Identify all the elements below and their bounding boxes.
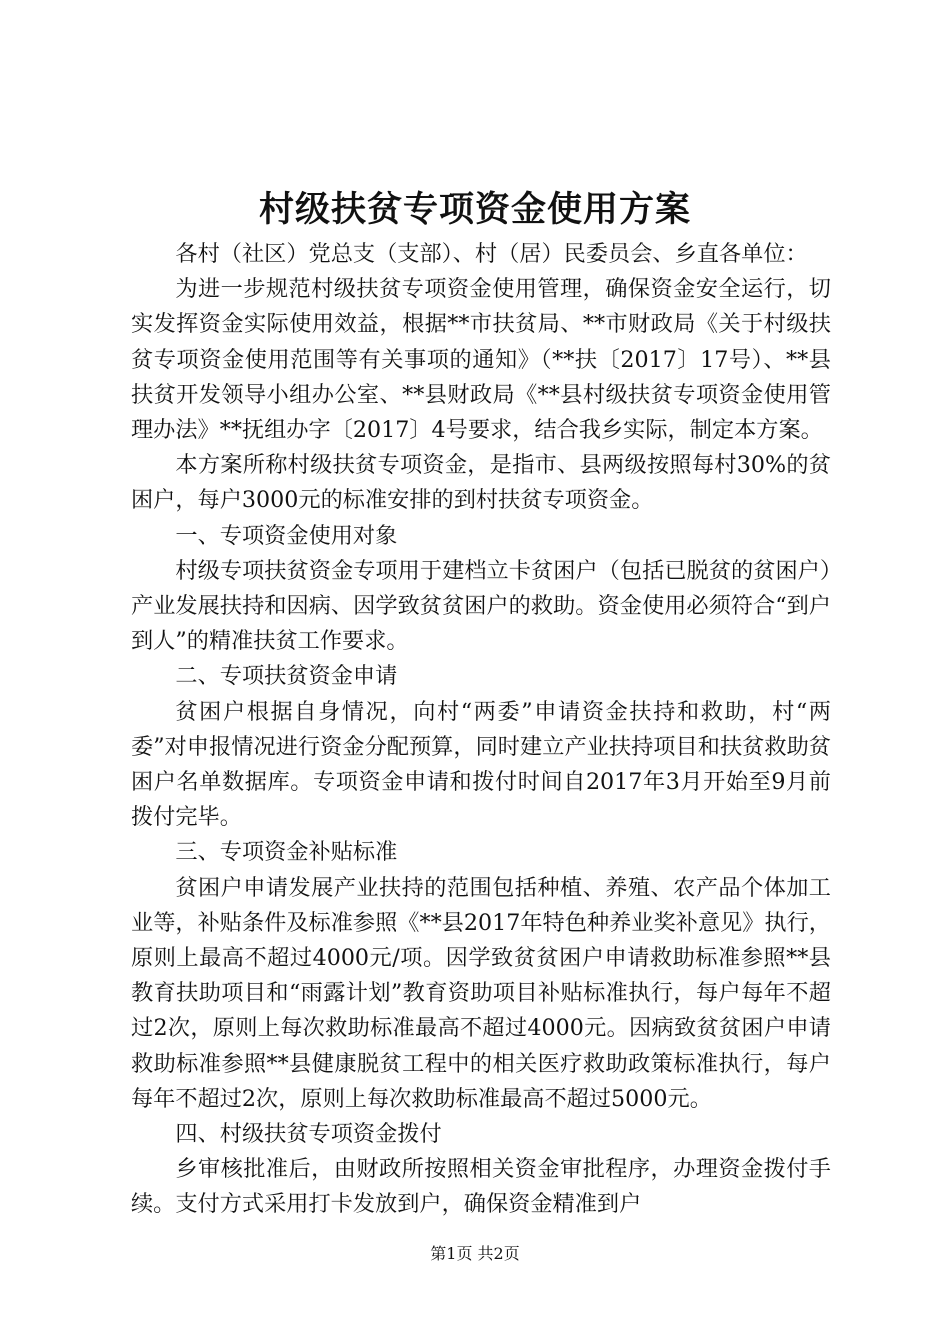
document-body bbox=[131, 237, 831, 1223]
salutation: 各村（社区）党总支（支部）、村（居）民委员会、乡直各单位： bbox=[175, 241, 808, 267]
intro-paragraph: 为进一步规范村级扶贫专项资金使用管理，确保资金安全运行，切实发挥资金实际使用效益，根据**市扶贫局、**市财政局《关于村级扶贫专项资金使用范围等有关事项的通知》（**扶〔2017〕17号）、**县扶贫开发领导小组办公室、**县财政局《**县村级扶贫专项资金使用管理办法》**抚组办字〔2017〕4号要求，结合我乡实际，制定本方案。 bbox=[131, 276, 831, 444]
definition-paragraph: 本方案所称村级扶贫专项资金，是指市、县两级按照每村30%的贫困户，每户3000元的标准安排的到村扶贫专项资金。 bbox=[131, 452, 831, 514]
page-indicator: 第1页 共2页 bbox=[430, 1244, 520, 1263]
document-title: 村级扶贫专项资金使用方案 bbox=[258, 189, 691, 230]
section-text-3: 贫困户申请发展产业扶持的范围包括种植、养殖、农产品个体加工业等，补贴条件及标准参照《**县2017年特色种养业奖补意见》执行，原则上最高不超过4000元/项。因学致贫贫困户申请救助标准参照**县教育扶助项目和“雨露计划”教育资助项目补贴标准执行，每户每年不超过2次，原则上每次救助标准最高不超过4000元。因病致贫贫困户申请救助标准参照**县健康脱贫工程中的相关医疗救助政策标准执行，每户每年不超过2次，原则上每次救助标准最高不超过5000元。 bbox=[131, 874, 831, 1112]
section-heading-4: 四、村级扶贫专项资金拨付 bbox=[175, 1121, 442, 1148]
section-heading-2: 二、专项扶贫资金申请 bbox=[175, 663, 398, 690]
page-footer bbox=[0, 1243, 950, 1265]
section-text-4: 乡审核批准后，由财政所按照相关资金审批程序，办理资金拨付手续。支付方式采用打卡发放到户，确保资金精准到户 bbox=[131, 1156, 831, 1218]
section-text-1: 村级专项扶贫资金专项用于建档立卡贫困户（包括已脱贫的贫困户）产业发展扶持和因病、因学致贫贫困户的救助。资金使用必须符合“到户到人”的精准扶贫工作要求。 bbox=[131, 557, 831, 655]
section-text-2: 贫困户根据自身情况，向村“两委”申请资金扶持和救助，村“两委”对申报情况进行资金分配预算，同时建立产业扶持项目和扶贫救助贫困户名单数据库。专项资金申请和拨付时间自2017年3月开始至9月前拨付完毕。 bbox=[131, 698, 831, 831]
section-heading-3: 三、专项资金补贴标准 bbox=[175, 839, 398, 866]
section-heading-1: 一、专项资金使用对象 bbox=[175, 522, 398, 549]
